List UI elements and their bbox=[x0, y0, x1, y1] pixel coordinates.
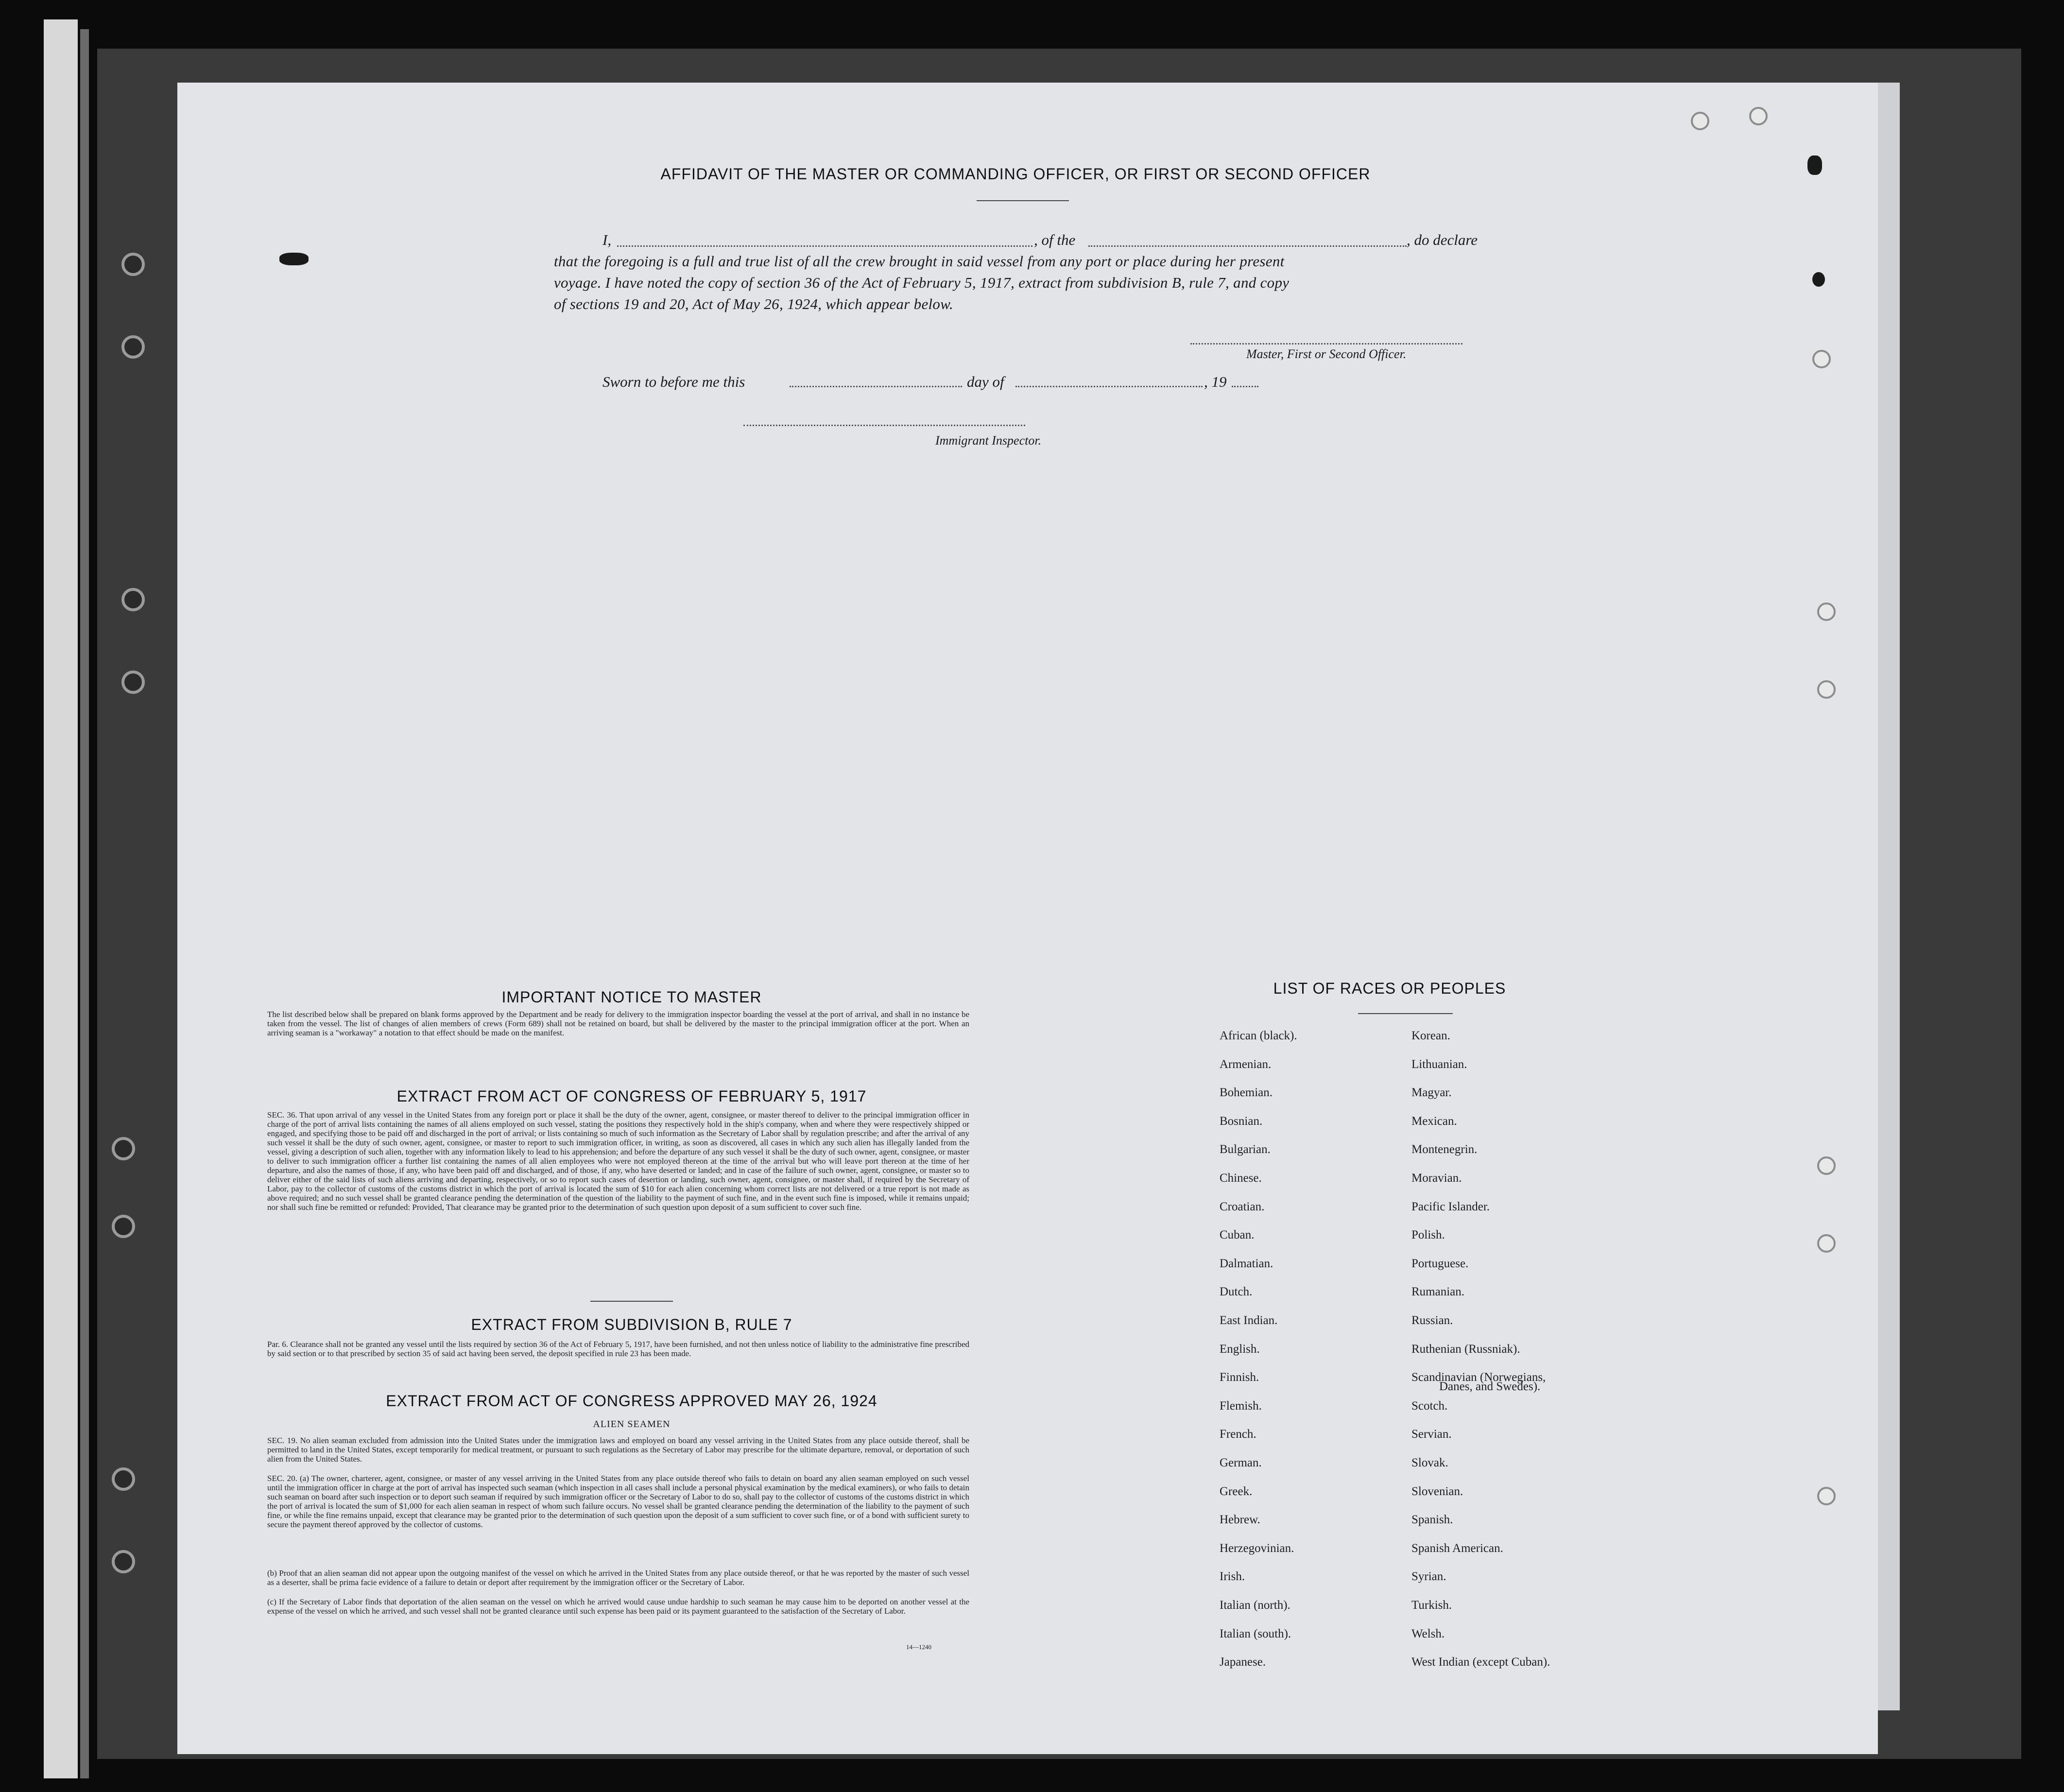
race-item: English. bbox=[1220, 1343, 1260, 1356]
race-item: East Indian. bbox=[1220, 1314, 1278, 1327]
punch-hole bbox=[112, 1215, 135, 1238]
race-item: Magyar. bbox=[1411, 1086, 1452, 1099]
ring-hole bbox=[1812, 350, 1831, 368]
affidavit-line-3: voyage. I have noted the copy of section 36 of the Act of February 5, 1917, extract from subdivision B, rule 7, and copy bbox=[554, 274, 1290, 291]
sworn-month-blank bbox=[1015, 386, 1203, 387]
race-item: Mexican. bbox=[1411, 1115, 1457, 1128]
ink-blot bbox=[1807, 155, 1822, 175]
i-label: I, bbox=[602, 231, 612, 248]
affidavit-line-2: that the foregoing is a full and true list of all the crew brought in said vessel from any port or place during her present bbox=[554, 253, 1285, 270]
race-item: Welsh. bbox=[1411, 1627, 1445, 1640]
race-item: Spanish American. bbox=[1411, 1542, 1503, 1555]
divider bbox=[590, 1301, 673, 1302]
punch-hole bbox=[112, 1467, 135, 1491]
race-item: Italian (south). bbox=[1220, 1627, 1291, 1640]
race-item: Rumanian. bbox=[1411, 1285, 1465, 1298]
race-item: Flemish. bbox=[1220, 1399, 1262, 1413]
race-item: Syrian. bbox=[1411, 1570, 1446, 1583]
of-the-label: , of the bbox=[1034, 231, 1076, 248]
form-number: 14—1240 bbox=[906, 1643, 931, 1651]
ring-hole bbox=[1817, 1156, 1836, 1175]
divider bbox=[1358, 1013, 1453, 1014]
race-item: Bohemian. bbox=[1220, 1086, 1273, 1099]
vessel-blank bbox=[1088, 245, 1407, 247]
extract-1917-body: SEC. 36. That upon arrival of any vessel in the United States from any foreign port or place it shall be the duty of the owner, agent, consignee, or master thereof to deliver to the principal immigration officer in charge of the port of arrival lists containing the names of all aliens employed on such vessel, stating the positions they respectively hold in the ship's company, when and where they were respectively shipped or engaged, and specifying those to be paid off and discharged in the port of arrival; or lists containing so much of such information as the Secretary of Labor shall by regulation prescribe; and after the arrival of any such vessel it shall be the duty of such owner, agent, consignee, or master to report to such immigration officer, in writing, as soon as discovered, all cases in which any such alien has illegally landed from the vessel, giving a description of such alien, together with any information likely to lead to his apprehension; and before the departure of any such vessel it shall be the duty of such owner, agent, consignee, or master to deliver to such immigration officer a further list containing the names of all alien employees who were not employed thereon at the time of the arrival but who will leave port thereon at the time of her departure, and also the names of those, if any, who have been paid off and discharged, and of those, if any, who have deserted or landed; and in case of the failure of such owner, agent, consignee, or master so to deliver either of the said lists of such aliens arriving and departing, respectively, or so to report such cases of desertion or landing, such owner, agent, consignee, or master shall, if required by the Secretary of Labor, pay to the collector of customs of the customs district in which the port of arrival is located the sum of $10 for each alien concerning whom correct lists are not delivered or a true report is not made as above required; and no such vessel shall be granted clearance pending the determination of the question of the liability to the payment of such fine, and in the event such fine is imposed, while it remains unpaid; nor shall such fine be remitted or refunded: Provided, That clearance may be granted prior to the determination of such question upon deposit of a sum sufficient to cover such fine. bbox=[267, 1110, 969, 1212]
sworn-year-blank bbox=[1232, 386, 1258, 387]
section-20-c: (c) If the Secretary of Labor finds that deportation of the alien seaman on the vessel on which he arrived would cause undue hardship to such seaman he may cause him to be deported on another vessel at the expense of the vessel on which he arrived, and such vessel shall not be granted clearance until such expense has been paid or its payment guaranteed to the satisfaction of the Secretary of Labor. bbox=[267, 1597, 969, 1616]
ring-hole bbox=[1691, 112, 1709, 130]
race-item: Servian. bbox=[1411, 1428, 1452, 1441]
race-item: Japanese. bbox=[1220, 1655, 1266, 1669]
race-item: Lithuanian. bbox=[1411, 1058, 1467, 1071]
race-item: Bulgarian. bbox=[1220, 1143, 1271, 1156]
race-item: Croatian. bbox=[1220, 1200, 1265, 1213]
race-item: Hebrew. bbox=[1220, 1513, 1260, 1526]
section-19: SEC. 19. No alien seaman excluded from admission into the United States under the immigration laws and employed on board any vessel arriving in the United States from any place outside thereof, shall be permitted to land in the United States, except temporarily for medical treatment, or pursuant to such regulations as the Secretary of Labor may prescribe for the ultimate departure, removal, or deportation of such alien from the United States. bbox=[267, 1436, 969, 1464]
extract-1917-title: EXTRACT FROM ACT OF CONGRESS OF FEBRUARY 5, 1917 bbox=[396, 1087, 867, 1105]
year-label: , 19 bbox=[1204, 373, 1227, 390]
master-caption: Master, First or Second Officer. bbox=[1246, 347, 1407, 361]
punch-hole bbox=[112, 1550, 135, 1573]
race-item: Herzegovinian. bbox=[1220, 1542, 1294, 1555]
inspector-caption: Immigrant Inspector. bbox=[935, 433, 1042, 448]
ring-hole bbox=[1817, 680, 1836, 699]
race-item: Cuban. bbox=[1220, 1228, 1255, 1241]
race-item: Pacific Islander. bbox=[1411, 1200, 1490, 1213]
race-item: Irish. bbox=[1220, 1570, 1245, 1583]
signature-line bbox=[1190, 343, 1462, 345]
extract-1924-title: EXTRACT FROM ACT OF CONGRESS APPROVED MAY 26, 1924 bbox=[386, 1392, 877, 1410]
sheet-edge bbox=[1878, 83, 1900, 1710]
race-item: French. bbox=[1220, 1428, 1256, 1441]
race-item: Spanish. bbox=[1411, 1513, 1453, 1526]
race-item: Bosnian. bbox=[1220, 1115, 1263, 1128]
ink-blot bbox=[1812, 272, 1825, 287]
punch-hole bbox=[112, 1137, 135, 1160]
race-item: African (black). bbox=[1220, 1029, 1297, 1042]
affidavit-line-1 bbox=[602, 231, 611, 249]
race-item: Moravian. bbox=[1411, 1172, 1462, 1185]
race-item: Scotch. bbox=[1411, 1399, 1448, 1413]
sworn-label: Sworn to before me this bbox=[602, 373, 745, 390]
binder-spine-left bbox=[44, 19, 78, 1778]
race-item: Russian. bbox=[1411, 1314, 1453, 1327]
ring-hole bbox=[1749, 107, 1768, 125]
ring-hole bbox=[1817, 1234, 1836, 1253]
race-item: Slovenian. bbox=[1411, 1485, 1463, 1498]
punch-hole bbox=[121, 335, 145, 359]
ring-hole bbox=[1817, 1487, 1836, 1505]
do-declare-label: , do declare bbox=[1407, 231, 1478, 248]
affidavit-line-4: of sections 19 and 20, Act of May 26, 1924, which appear below. bbox=[554, 295, 953, 312]
race-item: Korean. bbox=[1411, 1029, 1450, 1042]
race-item: Greek. bbox=[1220, 1485, 1253, 1498]
punch-hole bbox=[121, 588, 145, 611]
punch-hole bbox=[121, 253, 145, 276]
rule-7-body: Par. 6. Clearance shall not be granted any vessel until the lists required by section 36 of the Act of February 5, 1917, have been furnished, and not then unless notice of liability to the administrative fine prescribed by said section or to that prescribed by section 35 of said act having been served, the deposit specified in rule 23 has been made. bbox=[267, 1340, 969, 1358]
race-item: Chinese. bbox=[1220, 1172, 1262, 1185]
race-item: Montenegrin. bbox=[1411, 1143, 1478, 1156]
sworn-day-blank bbox=[790, 386, 962, 387]
section-20-a: SEC. 20. (a) The owner, charterer, agent, consignee, or master of any vessel arriving in the United States from any place outside thereof who fails to detain on board any alien seaman employed on such vessel until the immigration officer in charge at the port of arrival has inspected such seaman (which inspection in all cases shall include a personal physical examination by the medical examiners), or who fails to detain such seaman on board after such inspection or to deport such seaman if required by such immigration officer or the Secretary of Labor to do so, shall pay to the collector of customs of the customs district in which the port of arrival is located the sum of $1,000 for each alien seaman in respect of whom such failure occurs. No vessel shall be granted clearance pending the determination of the liability to the payment of such fine, or while the fine remains unpaid, except that clearance may be granted prior to the determination of such question upon the deposit of a sum sufficient to cover such fine, or of a bond with sufficient surety to secure the payment thereof approved by the collector of customs. bbox=[267, 1474, 969, 1529]
race-item: Slovak. bbox=[1411, 1456, 1448, 1469]
rule-7-title: EXTRACT FROM SUBDIVISION B, RULE 7 bbox=[471, 1316, 792, 1333]
affidavit-title: AFFIDAVIT OF THE MASTER OR COMMANDING OFFICER, OR FIRST OR SECOND OFFICER bbox=[660, 165, 1371, 183]
race-item: Italian (north). bbox=[1220, 1599, 1290, 1612]
binder-spine-edge bbox=[80, 29, 89, 1778]
race-item: Finnish. bbox=[1220, 1371, 1259, 1384]
day-of-label: day of bbox=[967, 373, 1004, 390]
race-item: Dalmatian. bbox=[1220, 1257, 1273, 1270]
name-blank bbox=[617, 245, 1032, 247]
section-20-b: (b) Proof that an alien seaman did not appear upon the outgoing manifest of the vessel on which he arrived in the United States from any place outside thereof, or that he was reported by the master of such vessel as a deserter, shall be prima facie evidence of a failure to detain or deport after requirement by the immigration officer or the Secretary of Labor. bbox=[267, 1568, 969, 1587]
race-item: Polish. bbox=[1411, 1228, 1445, 1241]
races-title: LIST OF RACES OR PEOPLES bbox=[1273, 980, 1506, 997]
ink-blot bbox=[279, 253, 309, 265]
race-item: Portuguese. bbox=[1411, 1257, 1469, 1270]
race-item: West Indian (except Cuban). bbox=[1411, 1655, 1550, 1669]
race-item: Scandinavian (Norwegians, bbox=[1411, 1371, 1546, 1384]
inspector-signature-line bbox=[743, 425, 1025, 426]
divider bbox=[977, 200, 1069, 201]
race-item: Turkish. bbox=[1411, 1599, 1452, 1612]
race-item: Dutch. bbox=[1220, 1285, 1253, 1298]
punch-hole bbox=[121, 671, 145, 694]
race-item: Ruthenian (Russniak). bbox=[1411, 1343, 1520, 1356]
alien-seamen-subtitle: ALIEN SEAMEN bbox=[593, 1419, 671, 1430]
race-item-continuation: Danes, and Swedes). bbox=[1439, 1380, 1541, 1393]
notice-title: IMPORTANT NOTICE TO MASTER bbox=[501, 988, 762, 1006]
race-item: German. bbox=[1220, 1456, 1262, 1469]
ring-hole bbox=[1817, 603, 1836, 621]
notice-body: The list described below shall be prepared on blank forms approved by the Department and be ready for delivery to the immigration inspector boarding the vessel at the port of arrival, and shall in no instance be taken from the vessel. The list of changes of alien members of crews (Form 689) shall not be retained on board, but shall be delivered by the master to the principal immigration officer at the port. When an arriving seaman is a "workaway" a notation to that effect should be made on the manifest. bbox=[267, 1010, 969, 1037]
race-item: Armenian. bbox=[1220, 1058, 1272, 1071]
